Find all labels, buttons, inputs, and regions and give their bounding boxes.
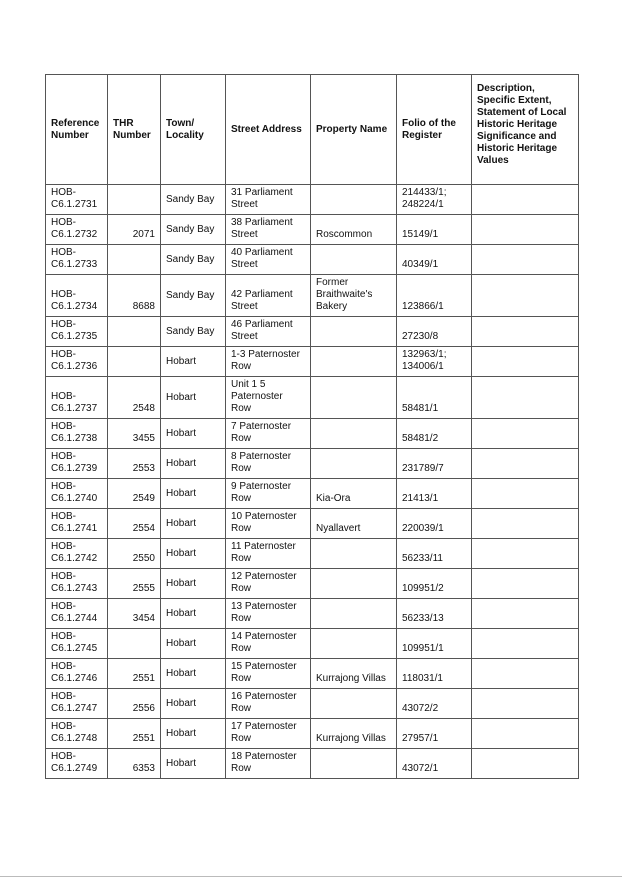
header-folio: Folio of the Register — [397, 75, 472, 185]
cell-street-address: 14 Paternoster Row — [226, 629, 311, 659]
cell-folio: 43072/2 — [397, 689, 472, 719]
cell-property-name — [311, 317, 397, 347]
cell-reference-number: HOB-C6.1.2748 — [46, 719, 108, 749]
table-row — [46, 689, 579, 719]
cell-description — [472, 719, 579, 749]
cell-folio: 109951/2 — [397, 569, 472, 599]
cell-property-name — [311, 419, 397, 449]
cell-street-address: 17 Paternoster Row — [226, 719, 311, 749]
cell-description — [472, 599, 579, 629]
table-row — [46, 215, 579, 245]
cell-folio: 21413/1 — [397, 479, 472, 509]
cell-town-locality: Sandy Bay — [161, 185, 226, 215]
cell-thr-number: 2071 — [108, 215, 161, 245]
cell-description — [472, 749, 579, 779]
cell-reference-number: HOB-C6.1.2743 — [46, 569, 108, 599]
cell-folio: 58481/1 — [397, 377, 472, 419]
cell-description — [472, 347, 579, 377]
table-row — [46, 539, 579, 569]
cell-town-locality: Hobart — [161, 659, 226, 689]
cell-folio: 43072/1 — [397, 749, 472, 779]
cell-thr-number: 3454 — [108, 599, 161, 629]
cell-thr-number: 2551 — [108, 719, 161, 749]
cell-town-locality: Hobart — [161, 569, 226, 599]
cell-street-address: 42 Parliament Street — [226, 275, 311, 317]
cell-street-address: 12 Paternoster Row — [226, 569, 311, 599]
cell-description — [472, 215, 579, 245]
cell-street-address: 31 Parliament Street — [226, 185, 311, 215]
cell-street-address: 46 Parliament Street — [226, 317, 311, 347]
cell-street-address: 1-3 Paternoster Row — [226, 347, 311, 377]
cell-reference-number: HOB-C6.1.2737 — [46, 377, 108, 419]
cell-reference-number: HOB-C6.1.2739 — [46, 449, 108, 479]
cell-reference-number: HOB-C6.1.2741 — [46, 509, 108, 539]
cell-street-address: 40 Parliament Street — [226, 245, 311, 275]
cell-folio: 231789/7 — [397, 449, 472, 479]
cell-folio: 132963/1; 134006/1 — [397, 347, 472, 377]
cell-town-locality: Hobart — [161, 539, 226, 569]
cell-town-locality: Sandy Bay — [161, 317, 226, 347]
cell-folio: 109951/1 — [397, 629, 472, 659]
table-row — [46, 185, 579, 215]
cell-folio: 123866/1 — [397, 275, 472, 317]
cell-town-locality: Hobart — [161, 719, 226, 749]
cell-description — [472, 509, 579, 539]
cell-town-locality: Hobart — [161, 347, 226, 377]
cell-thr-number: 2551 — [108, 659, 161, 689]
cell-property-name: Kurrajong Villas — [311, 659, 397, 689]
cell-reference-number: HOB-C6.1.2733 — [46, 245, 108, 275]
cell-street-address: 11 Paternoster Row — [226, 539, 311, 569]
cell-property-name — [311, 629, 397, 659]
heritage-register-table — [45, 74, 579, 779]
cell-thr-number: 2548 — [108, 377, 161, 419]
table-row — [46, 419, 579, 449]
table-row — [46, 377, 579, 419]
cell-property-name: Kurrajong Villas — [311, 719, 397, 749]
cell-street-address: 8 Paternoster Row — [226, 449, 311, 479]
header-thr-number: THR Number — [108, 75, 161, 185]
cell-town-locality: Sandy Bay — [161, 215, 226, 245]
cell-property-name — [311, 749, 397, 779]
cell-property-name: Kia-Ora — [311, 479, 397, 509]
cell-property-name — [311, 569, 397, 599]
table-row — [46, 275, 579, 317]
table-row — [46, 629, 579, 659]
cell-thr-number — [108, 245, 161, 275]
cell-reference-number: HOB-C6.1.2745 — [46, 629, 108, 659]
table-row — [46, 245, 579, 275]
cell-description — [472, 245, 579, 275]
cell-town-locality: Hobart — [161, 599, 226, 629]
table-row — [46, 509, 579, 539]
cell-reference-number: HOB-C6.1.2732 — [46, 215, 108, 245]
header-description: Description, Specific Extent, Statement of Local Historic Heritage Significance and Historic Heritage Values — [472, 75, 579, 185]
cell-thr-number — [108, 347, 161, 377]
cell-street-address: 13 Paternoster Row — [226, 599, 311, 629]
table-row — [46, 599, 579, 629]
table-row — [46, 569, 579, 599]
header-reference-number: Reference Number — [46, 75, 108, 185]
cell-reference-number: HOB-C6.1.2747 — [46, 689, 108, 719]
cell-description — [472, 275, 579, 317]
cell-town-locality: Sandy Bay — [161, 245, 226, 275]
cell-property-name — [311, 185, 397, 215]
cell-reference-number: HOB-C6.1.2744 — [46, 599, 108, 629]
cell-thr-number — [108, 317, 161, 347]
cell-description — [472, 317, 579, 347]
cell-thr-number: 6353 — [108, 749, 161, 779]
cell-property-name — [311, 539, 397, 569]
cell-reference-number: HOB-C6.1.2746 — [46, 659, 108, 689]
cell-thr-number — [108, 185, 161, 215]
cell-reference-number: HOB-C6.1.2749 — [46, 749, 108, 779]
cell-reference-number: HOB-C6.1.2738 — [46, 419, 108, 449]
cell-town-locality: Hobart — [161, 419, 226, 449]
cell-reference-number: HOB-C6.1.2735 — [46, 317, 108, 347]
cell-street-address: 9 Paternoster Row — [226, 479, 311, 509]
cell-folio: 27230/8 — [397, 317, 472, 347]
cell-property-name: Nyallavert — [311, 509, 397, 539]
cell-town-locality: Hobart — [161, 449, 226, 479]
page-bottom-rule — [0, 876, 622, 877]
cell-folio: 56233/13 — [397, 599, 472, 629]
header-street-address: Street Address — [226, 75, 311, 185]
table-row — [46, 317, 579, 347]
cell-thr-number: 2555 — [108, 569, 161, 599]
table-row — [46, 659, 579, 689]
cell-property-name — [311, 245, 397, 275]
header-property-name: Property Name — [311, 75, 397, 185]
cell-reference-number: HOB-C6.1.2734 — [46, 275, 108, 317]
cell-thr-number: 3455 — [108, 419, 161, 449]
table-row — [46, 749, 579, 779]
cell-street-address: Unit 1 5 Paternoster Row — [226, 377, 311, 419]
cell-street-address: 7 Paternoster Row — [226, 419, 311, 449]
cell-description — [472, 185, 579, 215]
cell-property-name — [311, 449, 397, 479]
table-row — [46, 347, 579, 377]
cell-town-locality: Hobart — [161, 689, 226, 719]
cell-folio: 118031/1 — [397, 659, 472, 689]
cell-description — [472, 449, 579, 479]
table-row — [46, 449, 579, 479]
cell-folio: 40349/1 — [397, 245, 472, 275]
table-row — [46, 479, 579, 509]
cell-reference-number: HOB-C6.1.2731 — [46, 185, 108, 215]
cell-folio: 220039/1 — [397, 509, 472, 539]
cell-folio: 58481/2 — [397, 419, 472, 449]
cell-town-locality: Hobart — [161, 377, 226, 419]
cell-thr-number: 2549 — [108, 479, 161, 509]
cell-thr-number: 2550 — [108, 539, 161, 569]
cell-thr-number: 2553 — [108, 449, 161, 479]
cell-folio: 214433/1; 248224/1 — [397, 185, 472, 215]
header-town-locality: Town/ Locality — [161, 75, 226, 185]
cell-street-address: 38 Parliament Street — [226, 215, 311, 245]
cell-description — [472, 539, 579, 569]
cell-folio: 56233/11 — [397, 539, 472, 569]
cell-property-name: Former Braithwaite's Bakery — [311, 275, 397, 317]
table-header-row — [46, 75, 579, 185]
cell-town-locality: Hobart — [161, 749, 226, 779]
cell-property-name — [311, 689, 397, 719]
cell-street-address: 15 Paternoster Row — [226, 659, 311, 689]
cell-town-locality: Hobart — [161, 629, 226, 659]
cell-folio: 15149/1 — [397, 215, 472, 245]
cell-property-name — [311, 599, 397, 629]
cell-reference-number: HOB-C6.1.2740 — [46, 479, 108, 509]
cell-description — [472, 419, 579, 449]
table-body — [46, 185, 579, 779]
cell-thr-number: 8688 — [108, 275, 161, 317]
cell-description — [472, 659, 579, 689]
cell-street-address: 18 Paternoster Row — [226, 749, 311, 779]
cell-description — [472, 479, 579, 509]
cell-thr-number: 2554 — [108, 509, 161, 539]
cell-property-name: Roscommon — [311, 215, 397, 245]
cell-street-address: 10 Paternoster Row — [226, 509, 311, 539]
cell-thr-number — [108, 629, 161, 659]
cell-property-name — [311, 347, 397, 377]
cell-town-locality: Hobart — [161, 509, 226, 539]
cell-description — [472, 569, 579, 599]
cell-folio: 27957/1 — [397, 719, 472, 749]
table-row — [46, 719, 579, 749]
cell-thr-number: 2556 — [108, 689, 161, 719]
cell-reference-number: HOB-C6.1.2736 — [46, 347, 108, 377]
cell-reference-number: HOB-C6.1.2742 — [46, 539, 108, 569]
cell-description — [472, 629, 579, 659]
cell-town-locality: Hobart — [161, 479, 226, 509]
cell-description — [472, 689, 579, 719]
cell-town-locality: Sandy Bay — [161, 275, 226, 317]
cell-street-address: 16 Paternoster Row — [226, 689, 311, 719]
cell-description — [472, 377, 579, 419]
cell-property-name — [311, 377, 397, 419]
